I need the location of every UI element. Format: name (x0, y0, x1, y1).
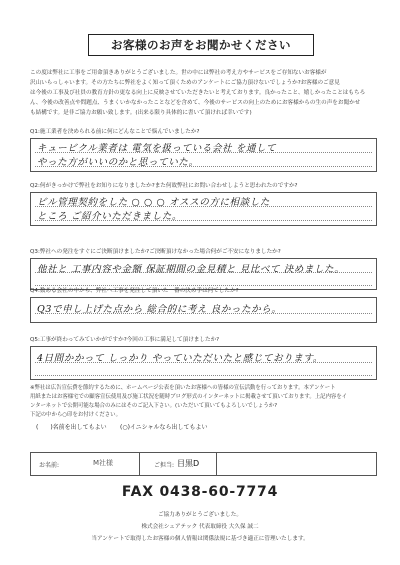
intro-line: は今後の工事及び社員の教育方針の更なる向上に反映させていただきたいと考えております。良かったこと、嬉しかったことはもちろ (30, 90, 366, 96)
note-line: ※弊社は広告宣伝費を節約するために、ホームページ公表を頂いたお客様への皆様の宣伝活動を行っております。本アンケート (30, 385, 336, 391)
q3-answer-line: 他社と 工事内容や金額 保証期間の金見積と 見比べて 決めました。 (37, 264, 345, 275)
publication-notes (30, 384, 375, 420)
q1-label: Q1:施工業者を決められる前に何にどんなことで悩んでいましたか? (30, 129, 200, 135)
q1-answer-line: やった方がいいのかと思っていた。 (37, 157, 199, 168)
thanks-text: ご協力ありがとうございました。 (158, 512, 242, 518)
company-name: 株式会社シェアテック 代表取締役 大久保 誠二 (141, 524, 259, 530)
q2-answer-line: ところ ご紹介いただきました。 (37, 211, 183, 222)
q4-answer-box[interactable] (30, 297, 377, 323)
intro-line: 沢山いらっしゃいます。その方たちに弊社をよく知って頂くためのアンケートにご協力頂けないでしょうか?お客様のご意見 (30, 80, 340, 86)
inspector-value[interactable]: 目黒D (177, 459, 200, 468)
intro-line: この度は弊社に工事をご用命頂きありがとうございました。世の中には弊社の考え方やサービスをご存知ないお客様が (30, 70, 327, 76)
intro-line: ん、今後の改善点や問題点、うまくいかなかったことなどを含めて、今後のサービスの向上のためにお客様からの生の声をお聞かせ (30, 100, 361, 106)
q2-label: Q2:何がきっかけで弊社をお知りになりましたか?また何故弊社にお問い合わせしようと思われたのですか? (30, 183, 298, 189)
consent-option-name[interactable]: ( )名前を出してもよい (36, 424, 107, 431)
q5-answer-line: 4日間かかって しっかり やっていただいたと感じております。 (37, 353, 323, 364)
note-line: 下記の中から○印をお付けください。 (30, 412, 121, 418)
name-value[interactable]: M社様 (93, 459, 114, 467)
note-line: ンターネットで公開可能な場合のみにはそのご記入下さい。(いただいて頂いてもよろしいでしょうか? (30, 403, 278, 409)
consent-option-initial[interactable]: (○)イニシャルなら出してもよい (120, 424, 208, 431)
customer-info-row (30, 452, 377, 476)
q1-answer-line: キュービクル業者は 電気を扱っている会社 を通して (37, 143, 277, 154)
privacy-notice: 当アンケートで取得したお客様の個人情報は関係法規に基づき適正に管理いたします。 (91, 536, 309, 542)
page-title: お客様のお声をお聞かせください (88, 34, 314, 56)
q2-answer-box[interactable] (30, 192, 377, 226)
q3-answer-box[interactable] (30, 258, 377, 290)
q2-answer-line: ビル管理契約をした ○ ○ ○ オススの方に相談した (37, 197, 270, 208)
q5-label: Q5:工事が終わってみていかがですか?今回の工事に満足して頂けましたか? (30, 337, 220, 343)
fax-number: FAX 0438-60-7774 (121, 484, 279, 500)
intro-text (30, 68, 375, 118)
inspector-label: ご担当: (154, 462, 175, 469)
q1-answer-box[interactable] (30, 138, 377, 172)
q5-answer-box[interactable] (30, 346, 377, 380)
q3-label: Q3:弊社への発注をすぐにご決断頂けましたか?ご決断頂けなかった場合何がご不安になりましたか? (30, 249, 281, 255)
note-line: 用紙またはお客様宅での顧客宣伝使用及び施工状況を随時ブログ形式のインターネットに掲載させて頂いております。上記内容をイ (30, 394, 348, 400)
q4-answer-line: Q3で申し上げた点から 総合的に考え 良かったから。 (37, 304, 282, 315)
name-label: お名前: (39, 462, 60, 469)
q4-label: Q4:数ある会社の中から、弊社へ工事を発注して頂いた一番の決め手は何でしたか? (30, 288, 239, 294)
intro-line: も結構です。是非ご協力お願い致します。(出来る限り具体的に書いて頂ければ幸いです) (30, 110, 252, 116)
